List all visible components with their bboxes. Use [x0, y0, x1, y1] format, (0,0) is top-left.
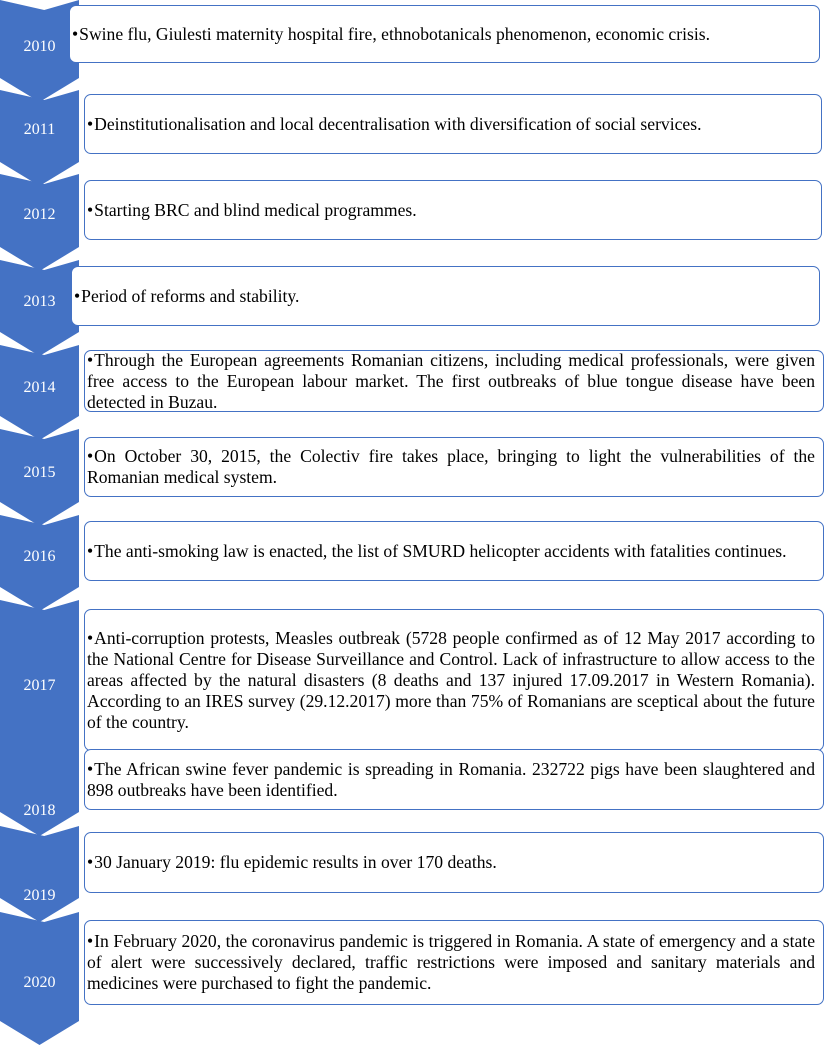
bullet-icon: •: [72, 23, 79, 44]
event-box-2013: [71, 266, 820, 326]
event-text: [87, 852, 815, 873]
event-description: Starting BRC and blind medical programmes.: [94, 199, 417, 220]
event-text: [74, 286, 811, 307]
event-text: [87, 114, 813, 135]
bullet-icon: •: [87, 446, 94, 466]
event-box-2018: [84, 749, 824, 810]
bullet-icon: •: [87, 199, 94, 220]
event-text: [87, 628, 815, 733]
year-label: 2019: [23, 887, 56, 904]
event-box-2015: [84, 437, 824, 497]
year-label: 2011: [23, 121, 56, 138]
event-box-2012: [84, 180, 822, 240]
event-description: In February 2020, the coronavirus pandemic is triggered in Romania. A state of emergency and a state of alert were successively declared, traffic restrictions were imposed and sanitary materials and medicines were purchased to fight the pandemic.: [87, 931, 815, 993]
year-chevron-2018: [0, 740, 79, 836]
bullet-icon: •: [74, 285, 81, 306]
event-text: [87, 350, 815, 413]
event-box-2017: [84, 609, 824, 751]
bullet-icon: •: [87, 931, 94, 951]
event-description: Through the European agreements Romanian citizens, including medical professionals, were given free access to the European labour market. The first outbreaks of blue tongue disease have been detected in Buzau.: [87, 349, 815, 412]
event-description: Anti-corruption protests, Measles outbreak (5728 people confirmed as of 12 May 2017 according to the National Centre for Disease Surveillance and Control. Lack of infrastructure to allow access to the areas affected by the natural disasters (8 deaths and 137 injured 17.09.2017 in Western Romania). According to an IRES survey (29.12.2017) more than 75% of Romanians are sceptical about the future of the country.: [87, 627, 815, 732]
year-label: 2012: [23, 206, 56, 223]
year-label: 2016: [23, 548, 56, 565]
bullet-icon: •: [87, 627, 94, 648]
event-box-2019: [84, 832, 824, 893]
bullet-icon: •: [87, 758, 94, 779]
event-description: 30 January 2019: flu epidemic results in over 170 deaths.: [94, 852, 497, 872]
bullet-icon: •: [87, 113, 94, 134]
event-text: [87, 541, 815, 562]
event-text: [87, 200, 813, 221]
event-text: [87, 931, 815, 994]
bullet-icon: •: [87, 540, 94, 561]
event-text: [87, 446, 815, 488]
year-label: 2013: [23, 293, 56, 310]
event-description: On October 30, 2015, the Colectiv fire takes place, bringing to light the vulnerabilities of the Romanian medical system.: [87, 446, 815, 487]
event-box-2011: [84, 94, 822, 154]
event-text: [87, 759, 815, 801]
year-label: 2015: [23, 464, 56, 481]
event-text: [72, 24, 811, 45]
event-description: Period of reforms and stability.: [81, 285, 300, 306]
event-box-2010: [69, 5, 820, 63]
event-description: The anti-smoking law is enacted, the list of SMURD helicopter accidents with fatalities continues.: [94, 540, 787, 561]
event-box-2014: [84, 350, 824, 412]
bullet-icon: •: [87, 852, 94, 872]
year-label: 2018: [23, 802, 56, 819]
year-label: 2014: [23, 379, 56, 396]
event-box-2016: [84, 521, 824, 581]
year-chevron-2019: [0, 826, 79, 922]
event-description: Deinstitutionalisation and local decentralisation with diversification of social services.: [94, 113, 702, 134]
event-description: Swine flu, Giulesti maternity hospital fire, ethnobotanicals phenomenon, economic crisis.: [79, 23, 710, 44]
year-label: 2017: [23, 677, 56, 694]
year-label: 2010: [23, 38, 56, 55]
event-description: The African swine fever pandemic is spreading in Romania. 232722 pigs have been slaughtered and 898 outbreaks have been identified.: [87, 758, 815, 800]
event-box-2020: [84, 920, 824, 1005]
bullet-icon: •: [87, 349, 94, 370]
year-label: 2020: [23, 974, 56, 991]
